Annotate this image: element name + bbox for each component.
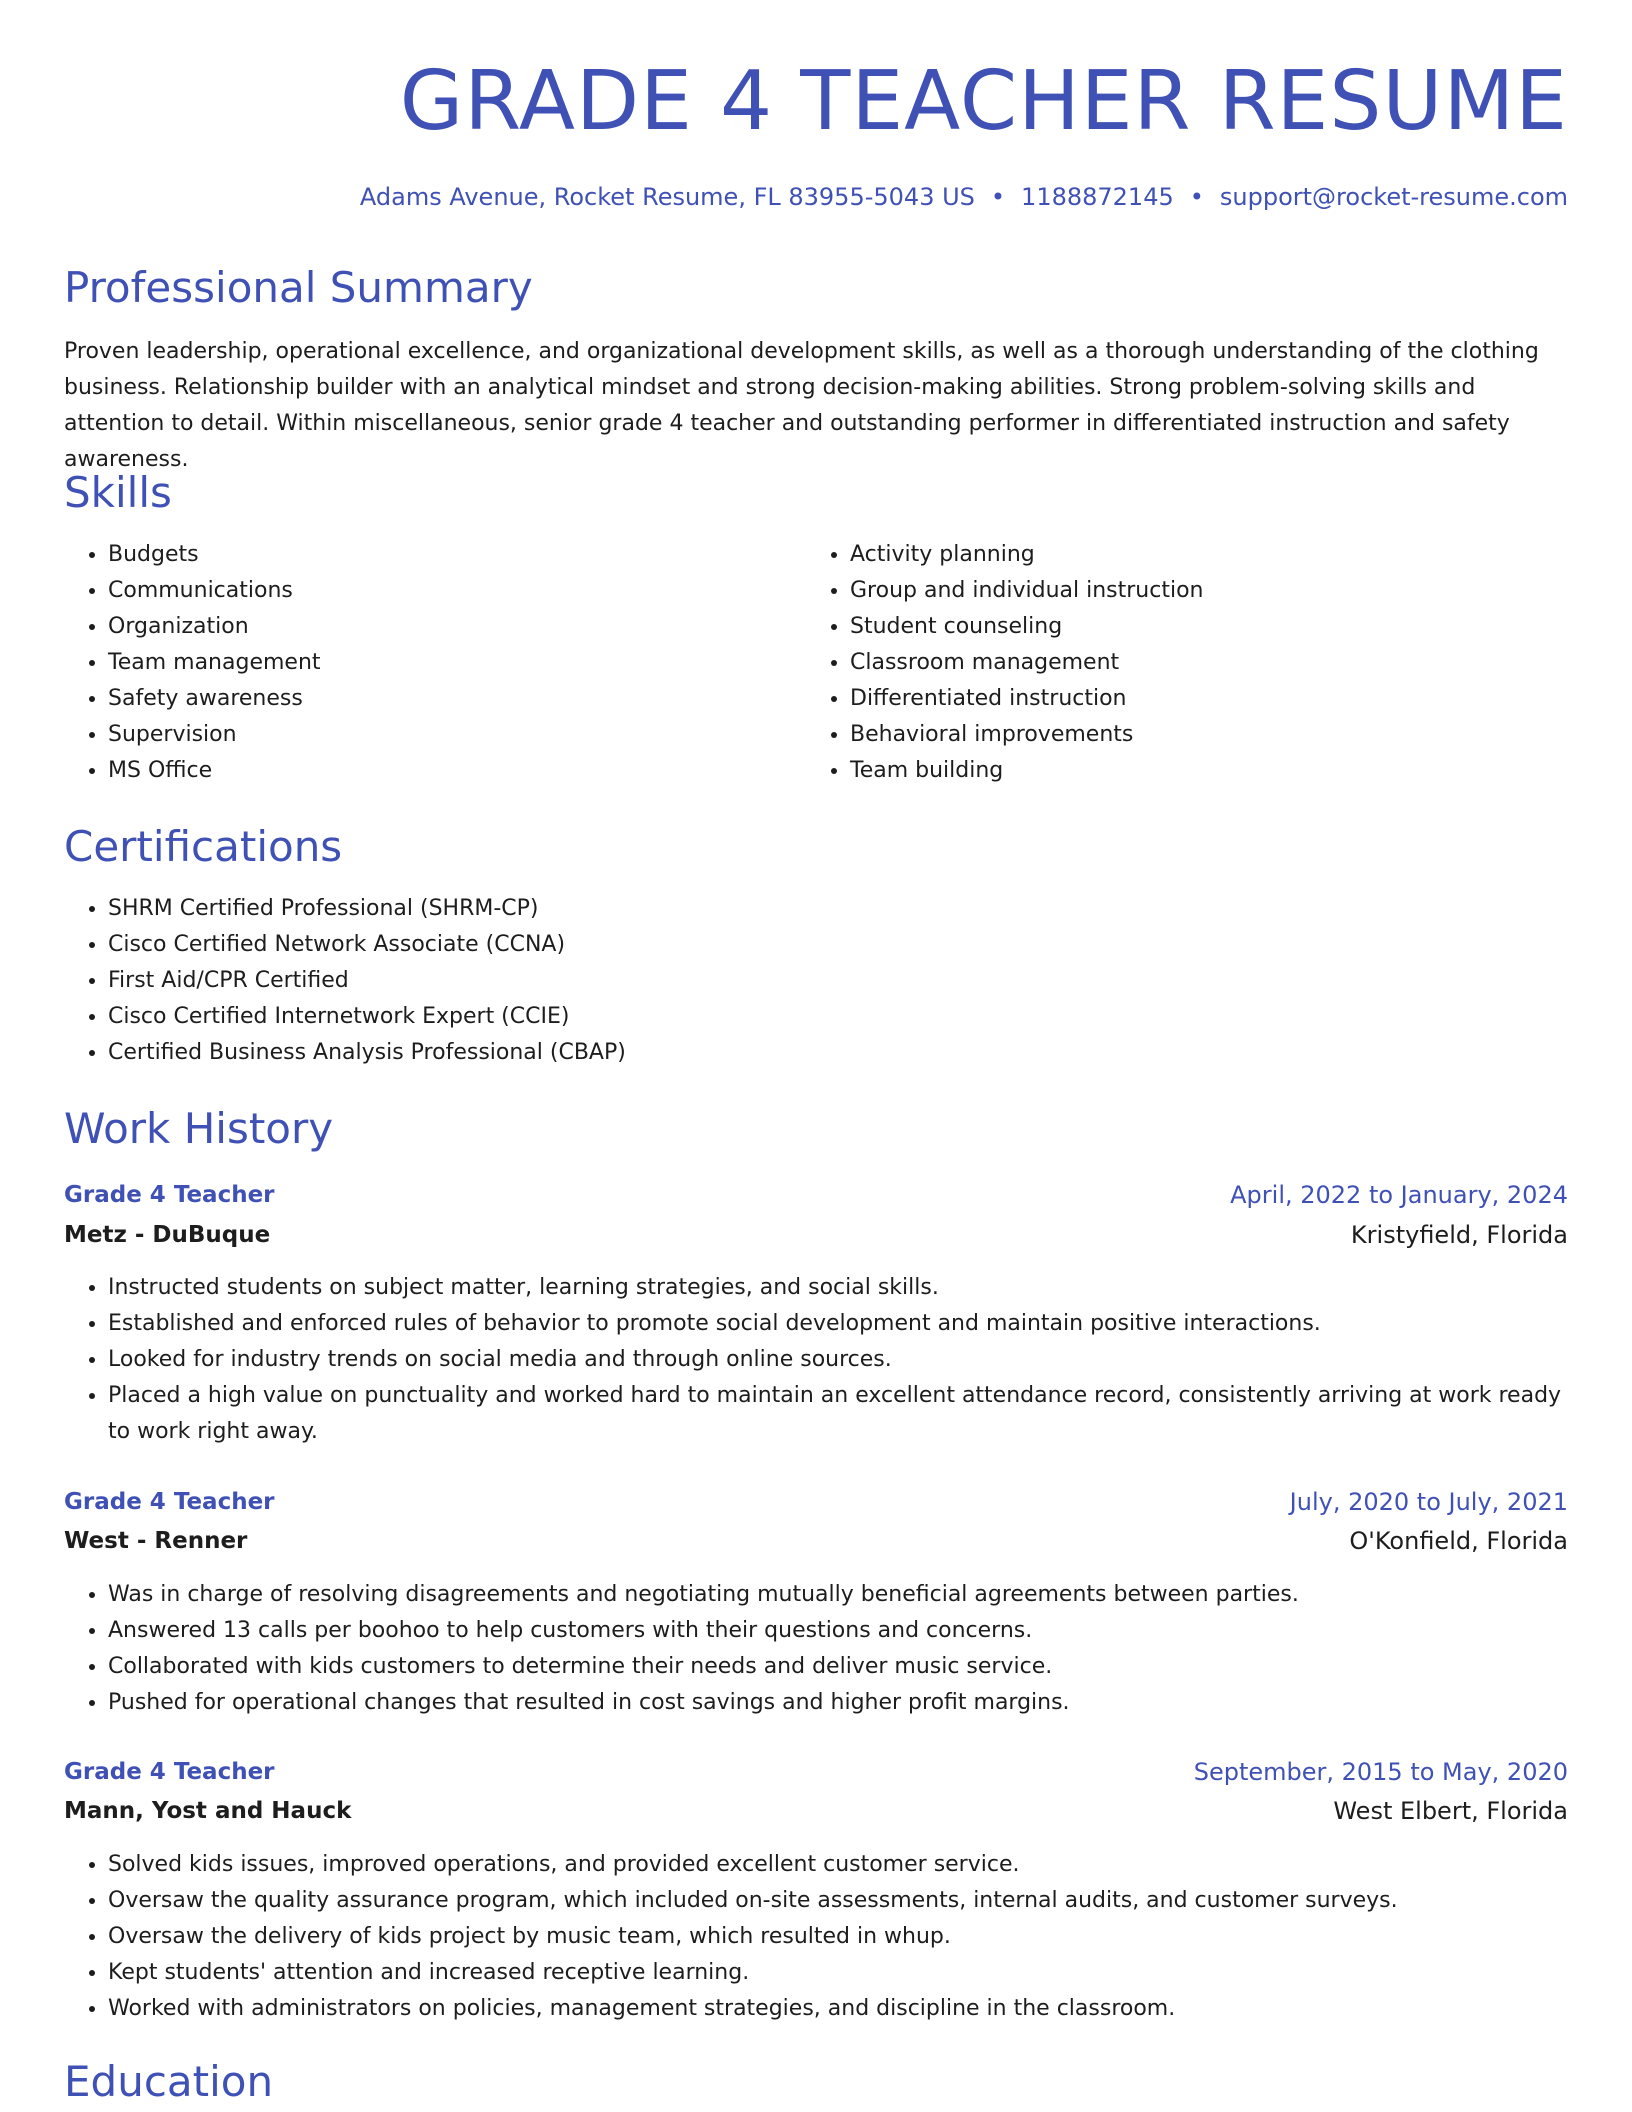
list-item: • Cisco Certified Internetwork Expert (CCIE) [108, 999, 626, 1035]
list-item: • Communications [108, 573, 321, 609]
job-company: Mann, Yost and Hauck [64, 1798, 352, 1824]
list-item: • Budgets [108, 537, 321, 573]
list-item: • Kept students' attention and increased receptive learning. [108, 1955, 1568, 1991]
section-heading-skills: Skills [64, 468, 172, 517]
list-item: • Behavioral improvements [850, 717, 1203, 753]
list-item: • Student counseling [850, 609, 1203, 645]
list-item: • Differentiated instruction [850, 681, 1203, 717]
list-item: • Was in charge of resolving disagreements and negotiating mutually beneficial agreements between parties. [108, 1577, 1568, 1613]
list-item: • Certified Business Analysis Professional (CBAP) [108, 1035, 626, 1071]
list-item: • First Aid/CPR Certified [108, 963, 626, 999]
job-dates: July, 2020 to July, 2021 [1289, 1488, 1568, 1516]
list-item: • Cisco Certified Network Associate (CCNA) [108, 927, 626, 963]
list-item: • Established and enforced rules of behavior to promote social development and maintain positive interactions. [108, 1306, 1568, 1342]
list-item: • Oversaw the delivery of kids project by music team, which resulted in whup. [108, 1919, 1568, 1955]
list-item: • Organization [108, 609, 321, 645]
list-item: • SHRM Certified Professional (SHRM-CP) [108, 891, 626, 927]
list-item: • Team management [108, 645, 321, 681]
job-company: Metz - DuBuque [64, 1222, 271, 1248]
job-title: Grade 4 Teacher [64, 1759, 275, 1785]
contact-email[interactable]: support@rocket-resume.com [1219, 183, 1568, 211]
list-item: • Solved kids issues, improved operations, and provided excellent customer service. [108, 1847, 1568, 1883]
section-heading-education: Education [64, 2057, 274, 2106]
job-duties-list [64, 1847, 1568, 2027]
list-item: • Oversaw the quality assurance program, which included on-site assessments, internal audits, and customer surveys. [108, 1883, 1568, 1919]
job-location: Kristyfield, Florida [1350, 1221, 1568, 1249]
list-item: • Worked with administrators on policies, management strategies, and discipline in the classroom. [108, 1991, 1568, 2027]
job-title: Grade 4 Teacher [64, 1182, 275, 1208]
list-item: • Placed a high value on punctuality and worked hard to maintain an excellent attendance record, consistently arriving at work ready to work right away. [108, 1378, 1568, 1450]
list-item: • MS Office [108, 753, 321, 789]
contact-phone: 1188872145 [1021, 183, 1174, 211]
job-duties-list [64, 1577, 1568, 1721]
list-item: • Group and individual instruction [850, 573, 1203, 609]
job-company: West - Renner [64, 1528, 248, 1554]
list-item: • Answered 13 calls per boohoo to help customers with their questions and concerns. [108, 1613, 1568, 1649]
contact-separator: • [1189, 183, 1204, 211]
contact-separator: • [990, 183, 1006, 211]
job-duties-list [64, 1270, 1568, 1450]
contact-line [360, 180, 1568, 214]
job-dates: April, 2022 to January, 2024 [1230, 1181, 1568, 1209]
skills-list-left [64, 537, 321, 789]
job-dates: September, 2015 to May, 2020 [1193, 1758, 1568, 1786]
job-title: Grade 4 Teacher [64, 1489, 275, 1515]
job-location: West Elbert, Florida [1333, 1797, 1568, 1825]
section-heading-certifications: Certifications [64, 822, 343, 871]
list-item: • Activity planning [850, 537, 1203, 573]
job-location: O'Konfield, Florida [1349, 1527, 1568, 1555]
resume-title: GRADE 4 TEACHER RESUME [399, 54, 1568, 149]
list-item: • Instructed students on subject matter, learning strategies, and social skills. [108, 1270, 1568, 1306]
list-item: • Classroom management [850, 645, 1203, 681]
list-item: • Supervision [108, 717, 321, 753]
certifications-list [64, 891, 626, 1071]
contact-address: Adams Avenue, Rocket Resume, FL 83955-5043 US [359, 183, 975, 211]
list-item: • Pushed for operational changes that resulted in cost savings and higher profit margins. [108, 1685, 1568, 1721]
list-item: • Safety awareness [108, 681, 321, 717]
list-item: • Looked for industry trends on social media and through online sources. [108, 1342, 1568, 1378]
section-heading-summary: Professional Summary [64, 263, 533, 312]
summary-text: Proven leadership, operational excellence, and organizational development skills, as well as a thorough understanding of the clothing business. Relationship builder with an analytical mindset and strong decision-making abilities. Strong problem-solving skills and attention to detail. Within miscellaneous, senior grade 4 teacher and outstanding performer in differentiated instruction and safety awareness. [64, 339, 1539, 472]
section-heading-work-history: Work History [64, 1104, 334, 1153]
list-item: • Collaborated with kids customers to determine their needs and deliver music service. [108, 1649, 1568, 1685]
list-item: • Team building [850, 753, 1203, 789]
skills-list-right [806, 537, 1203, 789]
